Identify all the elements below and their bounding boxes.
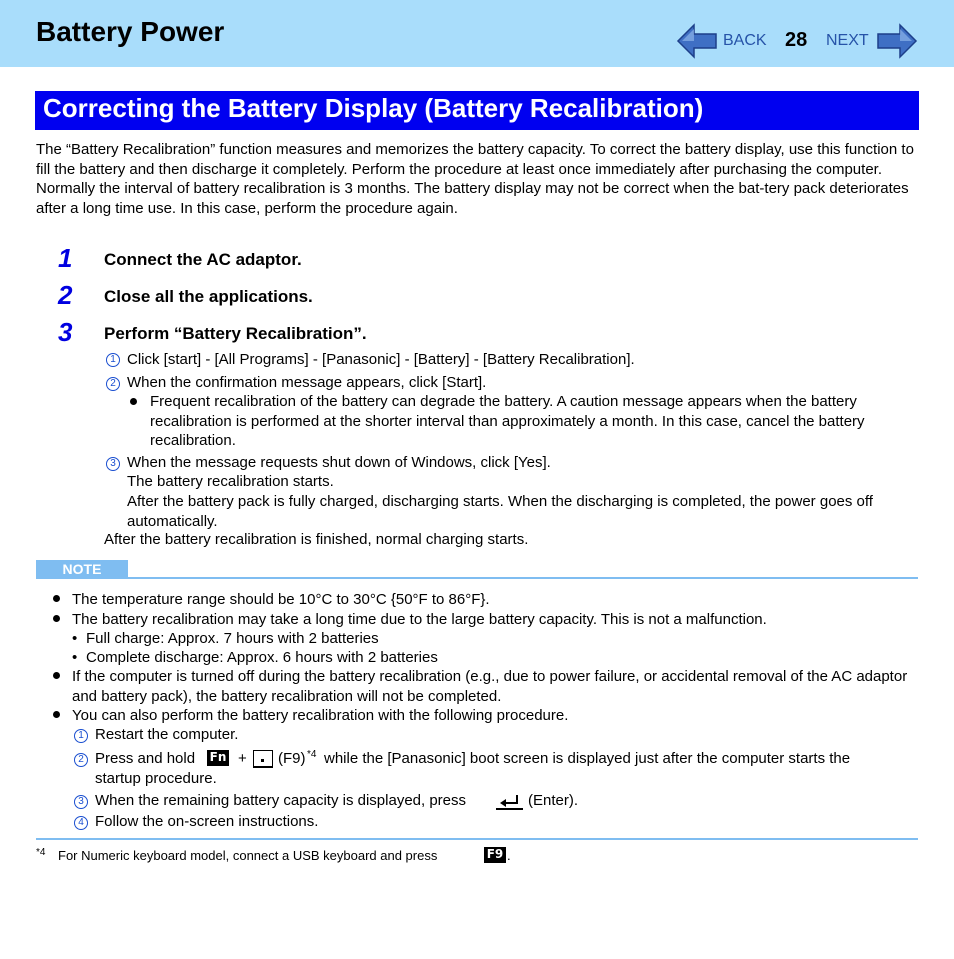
proc-step-b-pre: Press and hold xyxy=(95,750,196,767)
footnote-mark: *4 xyxy=(36,847,46,858)
note-subitem-bullet: • xyxy=(72,630,78,647)
substep-c-line2: The battery recalibration starts. xyxy=(127,473,334,490)
page-title: Battery Power xyxy=(36,16,225,47)
intro-paragraph: The “Battery Recalibration” function measures and memorizes the battery capacity. To correct the battery display, use this function to fill the battery and then discharge it completely. Perform the procedure at least once immediately after purchasing the computer. Normally the interval of battery recalibration is 3 months. The battery display may not be correct when the bat-tery pack deteriorates after a long time use. In this case, perform the procedure again. xyxy=(36,141,914,217)
next-button[interactable]: NEXT xyxy=(826,32,869,49)
enter-key-icon xyxy=(496,792,523,810)
page-number: 28 xyxy=(785,29,808,51)
step-text-1: Connect the AC adaptor. xyxy=(104,250,302,269)
proc-step-a: Restart the computer. xyxy=(95,726,239,743)
back-arrow-icon[interactable] xyxy=(676,23,718,59)
bullet-dot xyxy=(53,672,60,679)
note-bottom-rule xyxy=(36,838,918,840)
note-top-rule xyxy=(36,577,918,579)
period-key-icon xyxy=(253,750,273,768)
note-item-2: The battery recalibration may take a long time due to the large battery capacity. This is not a malfunction. xyxy=(72,611,767,628)
substep-b-bullet: Frequent recalibration of the battery can degrade the battery. A caution message appears when the battery recalibration is performed at the shorter interval than approximately a month. In this case, cancel the battery recalibration. xyxy=(150,393,865,449)
f9-key-icon: F9 xyxy=(484,847,506,863)
footnote-ref: *4 xyxy=(307,749,317,760)
proc-step-d: Follow the on-screen instructions. xyxy=(95,813,319,830)
substep-b: When the confirmation message appears, click [Start]. xyxy=(127,374,487,391)
fn-key-icon: Fn xyxy=(207,750,229,766)
note-subitem-1: Full charge: Approx. 7 hours with 2 batteries xyxy=(86,630,379,647)
note-subitem-2: Complete discharge: Approx. 6 hours with 2 batteries xyxy=(86,649,438,666)
footnote-text: For Numeric keyboard model, connect a USB keyboard and press xyxy=(58,848,438,863)
step-number-1: 1 xyxy=(58,243,73,273)
proc-step-c-pre: When the remaining battery capacity is displayed, press xyxy=(95,792,467,809)
proc-step-b-f9: (F9) xyxy=(278,750,306,767)
note-label: NOTE xyxy=(36,560,128,578)
after-text: After the battery recalibration is finished, normal charging starts. xyxy=(104,531,529,548)
circled-number-2: 2 xyxy=(106,377,120,391)
circled-number-1: 1 xyxy=(106,353,120,367)
substep-c: When the message requests shut down of Windows, click [Yes]. xyxy=(127,454,551,471)
section-title: Correcting the Battery Display (Battery Recalibration) xyxy=(43,93,704,123)
proc-step-b-line2: startup procedure. xyxy=(95,770,217,787)
next-arrow-icon[interactable] xyxy=(876,23,918,59)
note-item-3: If the computer is turned off during the battery recalibration (e.g., due to power failure, or accidental removal of the AC adaptor and battery pack), the battery recalibration will not be completed. xyxy=(72,668,908,705)
footnote-end: . xyxy=(507,848,511,863)
section-heading-bar xyxy=(35,91,919,130)
bullet-dot xyxy=(130,398,137,405)
proc-step-c-post: (Enter). xyxy=(528,792,579,809)
bullet-dot xyxy=(53,615,60,622)
circled-number-3: 3 xyxy=(106,457,120,471)
back-button[interactable]: BACK xyxy=(723,32,767,49)
header-bar xyxy=(0,0,954,67)
note-subitem-bullet: • xyxy=(72,649,78,666)
step-number-3: 3 xyxy=(58,317,73,347)
bullet-dot xyxy=(53,595,60,602)
bullet-dot xyxy=(53,711,60,718)
proc-step-b-plus: + xyxy=(238,750,247,767)
circled-number-3: 3 xyxy=(74,795,88,809)
substep-a: Click [start] - [All Programs] - [Panasonic] - [Battery] - [Battery Recalibration]. xyxy=(127,351,635,368)
note-item-1: The temperature range should be 10°C to 30°C {50°F to 86°F}. xyxy=(72,591,490,608)
step-text-2: Close all the applications. xyxy=(104,287,313,306)
circled-number-2: 2 xyxy=(74,753,88,767)
step-number-2: 2 xyxy=(58,280,73,310)
circled-number-1: 1 xyxy=(74,729,88,743)
step-text-3: Perform “Battery Recalibration”. xyxy=(104,324,367,343)
note-item-4: You can also perform the battery recalibration with the following procedure. xyxy=(72,707,569,724)
substep-c-line3: After the battery pack is fully charged, discharging starts. When the discharging is completed, the power goes off automatically. xyxy=(127,493,873,530)
circled-number-4: 4 xyxy=(74,816,88,830)
proc-step-b-post: while the [Panasonic] boot screen is displayed just after the computer starts the xyxy=(324,750,851,767)
